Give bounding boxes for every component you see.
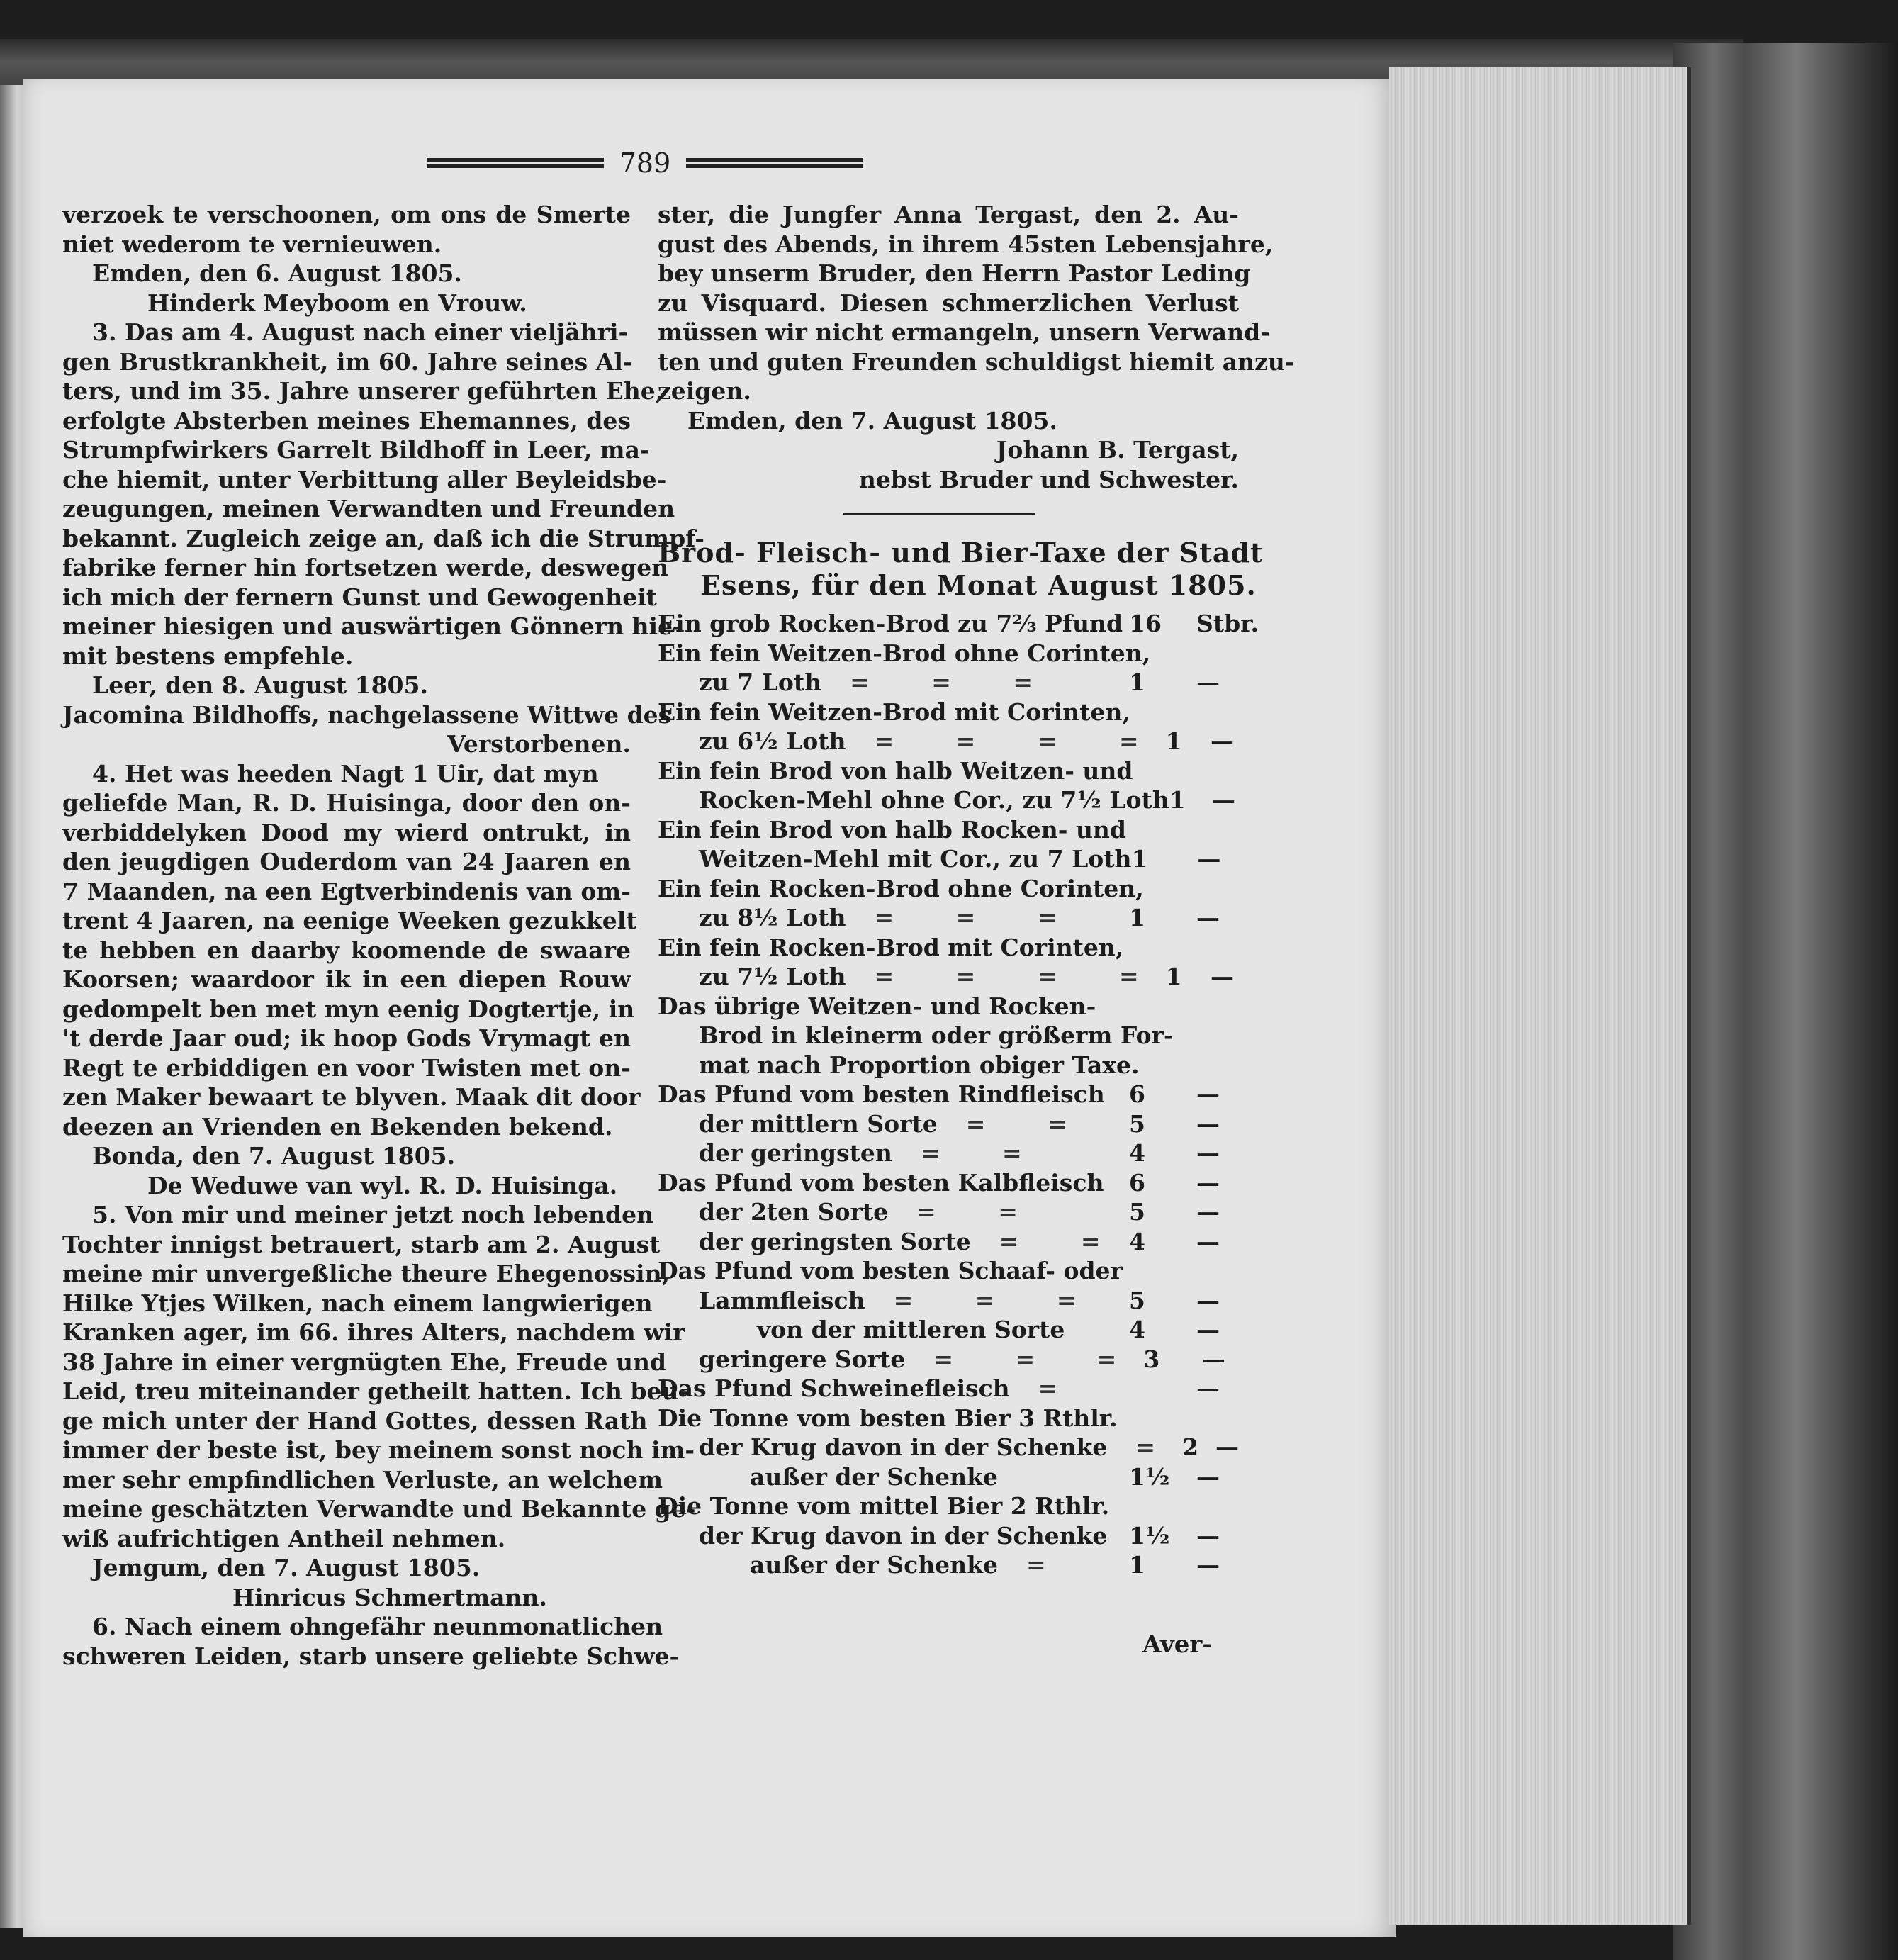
tariff-row: [658, 1462, 1239, 1492]
text-line: meine geschätzten Verwandte und Bekannte ge-: [62, 1495, 696, 1523]
leader-dots: =: [1135, 1433, 1183, 1461]
tariff-item-text: Lammfleisch: [699, 1286, 865, 1314]
tariff-item: [658, 1168, 1129, 1198]
text-line: Leer, den 8. August 1805.: [92, 671, 428, 699]
tariff-unit: [1205, 639, 1239, 668]
tariff-title-line: Esens, für den Monat August 1805.: [700, 569, 1257, 601]
tariff-row: [658, 933, 1239, 963]
tariff-price: [1129, 1374, 1196, 1404]
tariff-price: [1129, 1491, 1196, 1521]
tariff-price: 1: [1129, 668, 1145, 696]
tariff-unit: —: [1197, 845, 1221, 873]
tariff-unit: —: [1196, 1080, 1220, 1108]
leader-dots: = = = =: [874, 727, 1166, 755]
tariff-item-text: Das Pfund vom besten Schaaf- oder: [658, 1257, 1123, 1284]
page-header: [425, 147, 865, 179]
left-column: [62, 200, 704, 1671]
tariff-row: [658, 698, 1239, 727]
tariff-item: [658, 1021, 1174, 1051]
tariff-unit: —: [1196, 1374, 1220, 1402]
tariff-price: 2: [1182, 1433, 1199, 1461]
tariff-item-text: Ein fein Rocken-Brod mit Corinten,: [658, 933, 1124, 961]
tariff-item: [658, 1227, 1129, 1257]
tariff-item-text: geringere Sorte: [699, 1345, 906, 1373]
text-line: ster, die Jungfer Anna Tergast, den 2. Au-: [658, 201, 1239, 228]
text-line: che hiemit, unter Verbittung aller Beyleidsbe-: [62, 465, 667, 493]
tariff-item-text: der Krug davon in der Schenke: [699, 1433, 1108, 1461]
text-line: 7 Maanden, na een Egtverbindenis van om-: [62, 877, 631, 905]
text-line: Koorsen; waardoor ik in een diepen Rouw: [62, 965, 631, 993]
tariff-row: [658, 1256, 1239, 1286]
tariff-item: [658, 668, 1129, 698]
tariff-row: [658, 668, 1239, 698]
text-line: 6. Nach einem ohngefähr neunmonatlichen: [92, 1613, 663, 1640]
text-line: 38 Jahre in einer vergnügten Ehe, Freude und: [62, 1348, 667, 1376]
tariff-price: [1129, 992, 1196, 1021]
tariff-row: [658, 874, 1239, 904]
text-line: ters, und im 35. Jahre unserer geführten Ehe,: [62, 377, 664, 405]
tariff-item: [658, 727, 1166, 756]
tariff-unit: [1202, 874, 1239, 904]
tariff-price: 4: [1129, 1227, 1145, 1255]
notice-continuation: [658, 200, 1295, 494]
tariff-price: [1144, 874, 1202, 904]
tariff-price: [1130, 698, 1197, 727]
leader-dots: = = =: [893, 1286, 1104, 1314]
tariff-item: [658, 1315, 1129, 1345]
tariff-item: [658, 1374, 1129, 1404]
tariff-price: 6: [1129, 1080, 1145, 1108]
tariff-unit: [1196, 815, 1239, 845]
text-line: immer der beste ist, bey meinem sonst noch im-: [62, 1436, 695, 1464]
text-line: Regt te erbiddigen en voor Twisten met on-: [62, 1053, 631, 1082]
tariff-item-text: außer der Schenke: [750, 1551, 999, 1579]
tariff-price: 4: [1129, 1139, 1145, 1167]
tariff-unit: —: [1201, 1345, 1225, 1373]
tariff-item: [658, 1404, 1129, 1433]
tariff-price: 1: [1165, 727, 1182, 755]
tariff-row: [658, 992, 1239, 1021]
text-line: Emden, den 6. August 1805.: [92, 259, 462, 287]
text-line: meiner hiesigen und auswärtigen Gönnern hie-: [62, 612, 683, 640]
tariff-item: [658, 756, 1133, 786]
text-line: zen Maker bewaart te blyven. Maak dit door: [62, 1083, 641, 1111]
tariff-price: [1174, 1021, 1214, 1051]
tariff-price: 1: [1129, 904, 1145, 931]
tariff-unit: [1196, 992, 1239, 1021]
tariff-price: [1129, 933, 1196, 963]
tariff-row: [658, 1109, 1239, 1139]
tariff-row: [658, 1227, 1239, 1257]
tariff-price: 6: [1129, 1168, 1145, 1197]
tariff-item-text: Ein fein Brod von halb Weitzen- und: [658, 756, 1133, 785]
tariff-item: [658, 609, 1129, 639]
text-line: zeigen.: [658, 377, 751, 405]
text-line: Hinderk Meyboom en Vrouw.: [147, 289, 527, 317]
text-line: verbiddelyken Dood my wierd ontrukt, in: [62, 818, 631, 846]
book-spine-edge: [1673, 43, 1898, 1960]
leader-dots: = =: [916, 1198, 1045, 1226]
tariff-item: [658, 1550, 1129, 1580]
text-line: ich mich der fernern Gunst und Gewogenheit: [62, 583, 657, 611]
tariff-unit: [1197, 698, 1239, 727]
tariff-item-text: Ein grob Rocken-Brod zu 7⅔ Pfund: [658, 610, 1123, 637]
tariff-row: [658, 1404, 1239, 1433]
tariff-item-text: Brod in kleinerm oder größerm For-: [699, 1021, 1174, 1049]
tariff-row: [658, 756, 1239, 786]
tariff-item: [658, 992, 1129, 1021]
text-line: 4. Het was heeden Nagt 1 Uir, dat myn: [92, 759, 599, 788]
tariff-item-text: Das Pfund vom besten Kalbfleisch: [658, 1168, 1104, 1197]
tariff-row: [658, 1021, 1239, 1051]
tariff-row: [658, 727, 1239, 756]
text-line: 't derde Jaar oud; ik hoop Gods Vrymagt en: [62, 1024, 631, 1052]
text-line: Tochter innigst betrauert, starb am 2. August: [62, 1230, 661, 1258]
text-line: Jemgum, den 7. August 1805.: [92, 1554, 481, 1581]
tariff-price: [1150, 639, 1204, 668]
tariff-item: [658, 1138, 1129, 1168]
text-line: Hilke Ytjes Wilken, nach einem langwierigen: [62, 1289, 653, 1317]
text-line: gust des Abends, in ihrem 45sten Lebensjahre,: [658, 230, 1274, 258]
text-line: gedompelt ben met myn eenig Dogtertje, in: [62, 995, 635, 1023]
tariff-unit: —: [1196, 904, 1220, 931]
tariff-price: 5: [1129, 1198, 1145, 1226]
text-line: bey unserm Bruder, den Herrn Pastor Leding: [658, 259, 1251, 287]
tariff-price: 1½: [1129, 1462, 1170, 1491]
tariff-item-text: Die Tonne vom mittel Bier 2 Rthlr.: [658, 1492, 1110, 1520]
tariff-row: [658, 639, 1239, 668]
leader-dots: = =: [999, 1227, 1128, 1255]
tariff-row: [658, 815, 1239, 845]
tariff-row: [658, 1315, 1239, 1345]
tariff-row: [658, 1550, 1239, 1580]
tariff-item: [658, 1433, 1182, 1462]
tariff-item-text: der Krug davon in der Schenke: [699, 1521, 1108, 1550]
tariff-price: 1½: [1129, 1521, 1170, 1550]
section-divider: [843, 513, 1035, 515]
tariff-item-text: zu 7½ Loth: [699, 963, 846, 990]
text-line: Hinricus Schmertmann.: [232, 1583, 548, 1611]
tariff-price: 5: [1129, 1286, 1145, 1314]
tariff-row: [658, 1433, 1239, 1462]
tariff-unit: —: [1196, 1316, 1220, 1343]
tariff-item: [658, 639, 1150, 668]
tariff-item: [658, 1345, 1143, 1374]
tariff-row: [658, 609, 1259, 639]
tariff-row: [658, 1491, 1239, 1521]
tariff-row: [658, 1197, 1239, 1227]
tariff-item-text: zu 6½ Loth: [699, 727, 846, 755]
tariff-unit: —: [1196, 1551, 1220, 1579]
tariff-unit: —: [1196, 1521, 1220, 1550]
tariff-item: [658, 1256, 1129, 1286]
tariff-item: [658, 874, 1144, 904]
right-column: [658, 200, 1295, 1580]
header-rule-left: [427, 158, 604, 168]
leader-dots: = = =: [874, 904, 1084, 931]
leader-dots: = = = =: [874, 963, 1166, 990]
tariff-row: [658, 844, 1239, 874]
tariff-item: [658, 1521, 1129, 1551]
tariff-item: [658, 962, 1166, 992]
text-line: mit bestens empfehle.: [62, 642, 354, 670]
text-line: 5. Von mir und meiner jetzt noch lebenden: [92, 1201, 654, 1228]
tariff-item: [658, 1109, 1129, 1139]
tariff-table: [658, 609, 1259, 1580]
tariff-price: 1: [1169, 786, 1186, 814]
text-line: Strumpfwirkers Garrelt Bildhoff in Leer, ma-: [62, 436, 650, 464]
tariff-unit: Stbr.: [1196, 610, 1259, 637]
text-line: gen Brustkrankheit, im 60. Jahre seines Al-: [62, 347, 633, 376]
tariff-item-text: Ein fein Brod von halb Rocken- und: [658, 815, 1126, 844]
text-line: wiß aufrichtigen Antheil nehmen.: [62, 1524, 506, 1552]
text-line: Verstorbenen.: [447, 730, 631, 758]
tariff-unit: —: [1196, 1109, 1220, 1138]
tariff-price: 1: [1129, 1551, 1145, 1579]
tariff-item-text: Ein fein Weitzen-Brod ohne Corinten,: [658, 639, 1151, 667]
tariff-unit: —: [1196, 1198, 1220, 1226]
tariff-price: 16: [1129, 610, 1162, 637]
tariff-item-text: Ein fein Rocken-Brod ohne Corinten,: [658, 874, 1144, 902]
tariff-row: [658, 785, 1239, 815]
tariff-price: 3: [1143, 1345, 1160, 1373]
tariff-item: [658, 698, 1130, 727]
tariff-unit: —: [1196, 1168, 1220, 1197]
tariff-item: [658, 815, 1129, 845]
text-line: mer sehr empfindlichen Verluste, an welchem: [62, 1465, 663, 1494]
text-line: müssen wir nicht ermangeln, unsern Verwand-: [658, 318, 1270, 346]
tariff-item-text: Ein fein Weitzen-Brod mit Corinten,: [658, 698, 1130, 726]
tariff-item: [658, 1197, 1129, 1227]
tariff-item-text: zu 7 Loth: [699, 668, 822, 696]
text-line: trent 4 Jaaren, na eenige Weeken gezukkelt: [62, 907, 637, 934]
text-line: erfolgte Absterben meines Ehemannes, des: [62, 406, 631, 435]
tariff-item: [658, 785, 1169, 815]
tariff-unit: —: [1196, 1227, 1220, 1255]
tariff-unit: [1196, 1256, 1239, 1286]
tariff-unit: —: [1210, 727, 1234, 755]
tariff-unit: —: [1215, 1433, 1239, 1461]
text-line: Bonda, den 7. August 1805.: [92, 1142, 456, 1170]
tariff-item: [658, 1462, 1129, 1492]
text-line: ten und guten Freunden schuldigst hiemit anzu-: [658, 347, 1295, 376]
tariff-row: [658, 903, 1239, 933]
tariff-item: [658, 933, 1129, 963]
text-line: bekannt. Zugleich zeige an, daß ich die Strumpf-: [62, 524, 704, 552]
tariff-unit: [1213, 1021, 1239, 1051]
tariff-row: [658, 1138, 1239, 1168]
tariff-unit: —: [1196, 668, 1220, 696]
tariff-price: 1: [1131, 845, 1148, 873]
leader-dots: =: [1026, 1551, 1073, 1579]
tariff-unit: —: [1196, 1462, 1220, 1491]
tariff-price: 1: [1165, 963, 1182, 990]
tariff-item-text: Das Pfund Schweinefleisch: [658, 1374, 1010, 1402]
tariff-price: [1129, 1404, 1196, 1433]
tariff-item-text: mat nach Proportion obiger Taxe.: [699, 1051, 1140, 1079]
tariff-unit: —: [1196, 1286, 1220, 1314]
text-line: zu Visquard. Diesen schmerzlichen Verlust: [658, 289, 1239, 317]
tariff-item-text: Das Pfund vom besten Rindfleisch: [658, 1080, 1105, 1108]
tariff-item-text: der 2ten Sorte: [699, 1198, 889, 1226]
text-line: niet wederom te vernieuwen.: [62, 230, 442, 258]
tariff-price: 4: [1129, 1316, 1145, 1343]
tariff-item: [658, 1286, 1129, 1316]
tariff-item-text: der mittlern Sorte: [699, 1109, 938, 1138]
text-line: 3. Das am 4. August nach einer vieljähri-: [92, 318, 629, 346]
leader-dots: = =: [965, 1109, 1094, 1138]
page-number: 789: [619, 147, 671, 179]
tariff-title-line: Brod- Fleisch- und Bier-Taxe der Stadt: [658, 537, 1264, 569]
text-line: deezen an Vrienden en Bekenden bekend.: [62, 1112, 613, 1141]
text-line: Emden, den 7. August 1805.: [687, 406, 1057, 435]
tariff-price: [1139, 1051, 1200, 1080]
tariff-item: [658, 1051, 1139, 1080]
tariff-unit: [1196, 1491, 1239, 1521]
leader-dots: = =: [920, 1139, 1049, 1167]
tariff-unit: [1196, 1404, 1239, 1433]
tariff-row: [658, 1168, 1239, 1198]
tariff-price: [1129, 815, 1196, 845]
tariff-unit: —: [1196, 1139, 1220, 1167]
tariff-unit: —: [1211, 786, 1235, 814]
header-rule-right: [686, 158, 863, 168]
tariff-row: [658, 1051, 1239, 1080]
catchword: Aver-: [1142, 1630, 1213, 1659]
tariff-price: [1129, 1256, 1196, 1286]
text-line: ge mich unter der Hand Gottes, dessen Rath: [62, 1406, 648, 1435]
tariff-row: [658, 1521, 1239, 1551]
leader-dots: =: [1038, 1374, 1085, 1402]
text-line: geliefde Man, R. D. Huisinga, door den on-: [62, 789, 631, 817]
text-line: meine mir unvergeßliche theure Ehegenossin,: [62, 1260, 670, 1287]
tariff-item-text: der geringsten Sorte: [699, 1227, 971, 1255]
tariff-price: [1133, 756, 1198, 786]
tariff-item-text: Das übrige Weitzen- und Rocken-: [658, 992, 1096, 1020]
tariff-unit: —: [1210, 963, 1234, 990]
text-line: Kranken ager, im 66. ihres Alters, nachdem wir: [62, 1318, 685, 1346]
text-line: nebst Bruder und Schwester.: [858, 465, 1239, 493]
tariff-unit: [1196, 933, 1239, 963]
text-line: fabrike ferner hin fortsetzen werde, deswegen: [62, 554, 669, 581]
tariff-row: [658, 1374, 1239, 1404]
tariff-item: [658, 903, 1129, 933]
tariff-item: [658, 844, 1132, 874]
text-line: verzoek te verschoonen, om ons de Smerte: [62, 201, 631, 228]
tariff-item-text: von der mittleren Sorte: [757, 1316, 1065, 1343]
text-line: den jeugdigen Ouderdom van 24 Jaaren en: [62, 848, 631, 875]
tariff-item-text: der geringsten: [699, 1139, 892, 1167]
tariff-item-text: Weitzen-Mehl mit Cor., zu 7 Loth: [699, 845, 1132, 873]
tariff-unit: [1201, 1051, 1239, 1080]
tariff-row: [658, 962, 1239, 992]
tariff-item: [658, 1080, 1129, 1109]
tariff-title: [658, 537, 1264, 602]
tariff-item-text: außer der Schenke: [750, 1462, 999, 1491]
leader-dots: = = =: [850, 668, 1060, 696]
tariff-row: [658, 1345, 1239, 1374]
tariff-item: [658, 1491, 1129, 1521]
text-line: Leid, treu miteinander getheilt hatten. Ich beu-: [62, 1377, 689, 1405]
text-line: De Weduwe van wyl. R. D. Huisinga.: [147, 1171, 618, 1199]
text-line: schweren Leiden, starb unsere geliebte Schwe-: [62, 1642, 680, 1670]
tariff-item-text: zu 8½ Loth: [699, 904, 846, 931]
tariff-row: [658, 1286, 1239, 1316]
tariff-unit: [1198, 756, 1239, 786]
leader-dots: = = =: [933, 1345, 1144, 1373]
tariff-item-text: Rocken-Mehl ohne Cor., zu 7½ Loth: [699, 786, 1169, 814]
text-line: Jacomina Bildhoffs, nachgelassene Wittwe des: [62, 700, 672, 729]
text-line: Johann B. Tergast,: [996, 436, 1239, 464]
text-line: zeugungen, meinen Verwandten und Freunden: [62, 495, 675, 522]
tariff-price: 5: [1129, 1109, 1145, 1138]
tariff-row: [658, 1080, 1239, 1109]
page-edges: [1389, 67, 1691, 1925]
tariff-item-text: Die Tonne vom besten Bier 3 Rthlr.: [658, 1404, 1118, 1432]
text-line: te hebben en daarby koomende de swaare: [62, 936, 631, 964]
